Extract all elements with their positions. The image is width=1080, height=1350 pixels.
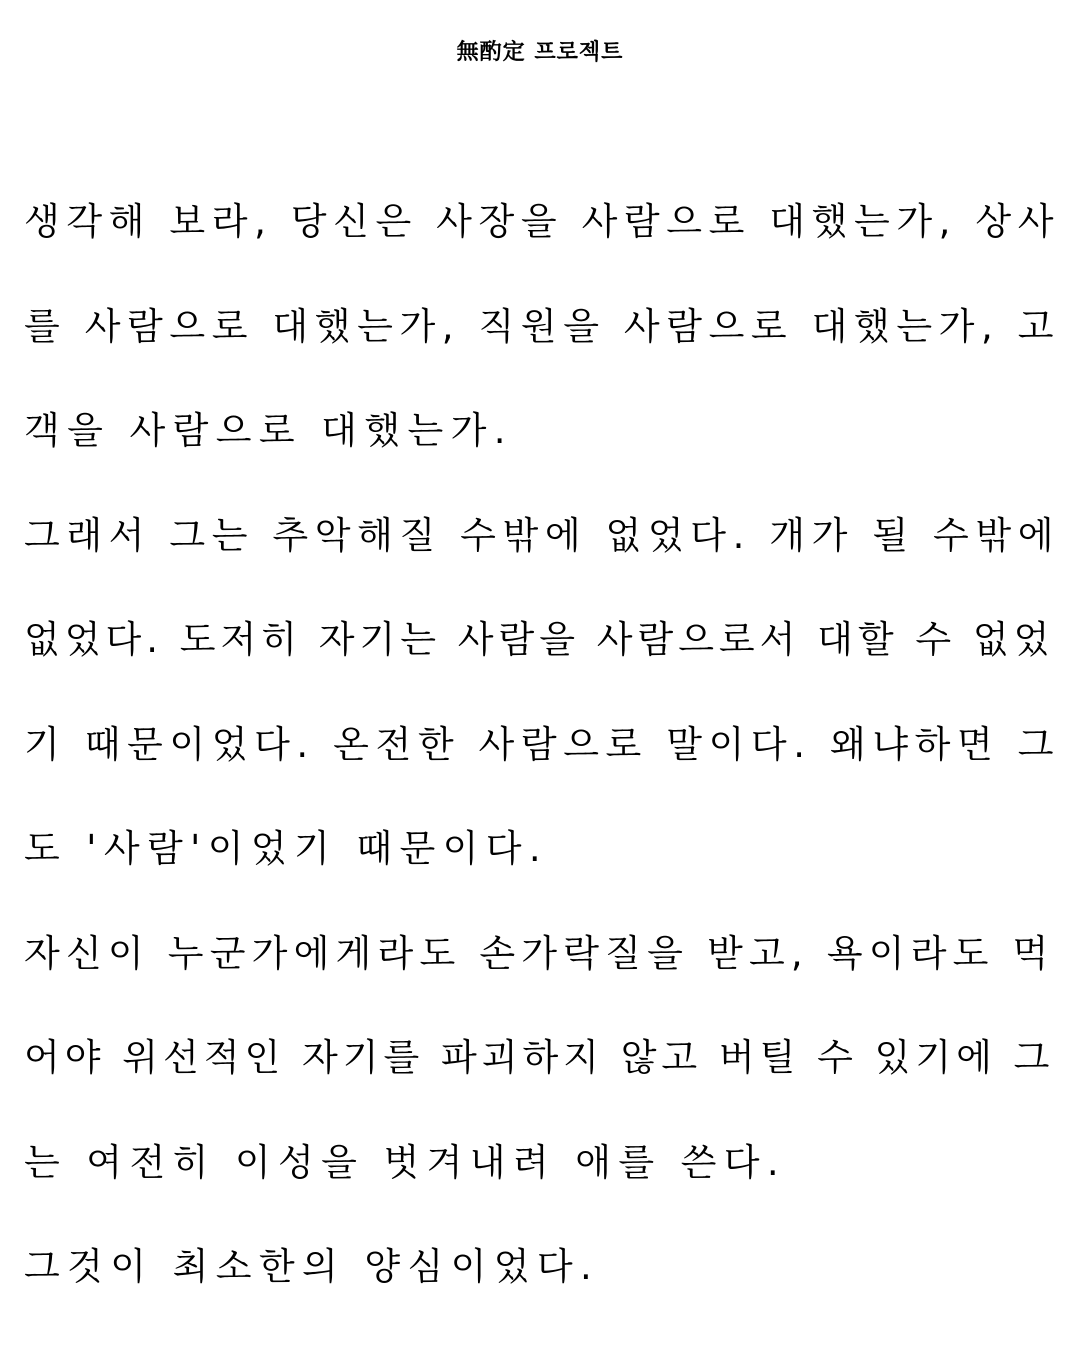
- text-line: 도 '사람'이었기 때문이다.: [24, 827, 549, 870]
- text-line: 그것이 최소한의 양심이었다.: [24, 1245, 600, 1288]
- text-line: 를 사람으로 대했는가, 직원을 사람으로 대했는가, 고: [24, 304, 1061, 348]
- text-line: 객을 사람으로 대했는가.: [24, 409, 513, 452]
- text-line: 어야 위선적인 자기를 파괴하지 않고 버틸 수 있기에 그: [24, 1036, 1055, 1079]
- text-line: 그래서 그는 추악해질 수밖에 없었다. 개가 될 수밖에: [24, 513, 1061, 557]
- body-text: [24, 186, 1064, 1336]
- text-line: 자신이 누군가에게라도 손가락질을 받고, 욕이라도 먹: [24, 931, 1055, 975]
- text-line: 기 때문이었다. 온전한 사람으로 말이다. 왜냐하면 그: [24, 722, 1061, 766]
- text-line: 없었다. 도저히 자기는 사람을 사람으로서 대할 수 없었: [24, 618, 1055, 661]
- page-title: 無酌定 프로젝트: [456, 40, 624, 65]
- text-line: 는 여전히 이성을 벗겨내려 애를 쓴다.: [24, 1140, 787, 1184]
- text-line: 생각해 보라, 당신은 사장을 사람으로 대했는가, 상사: [24, 200, 1061, 243]
